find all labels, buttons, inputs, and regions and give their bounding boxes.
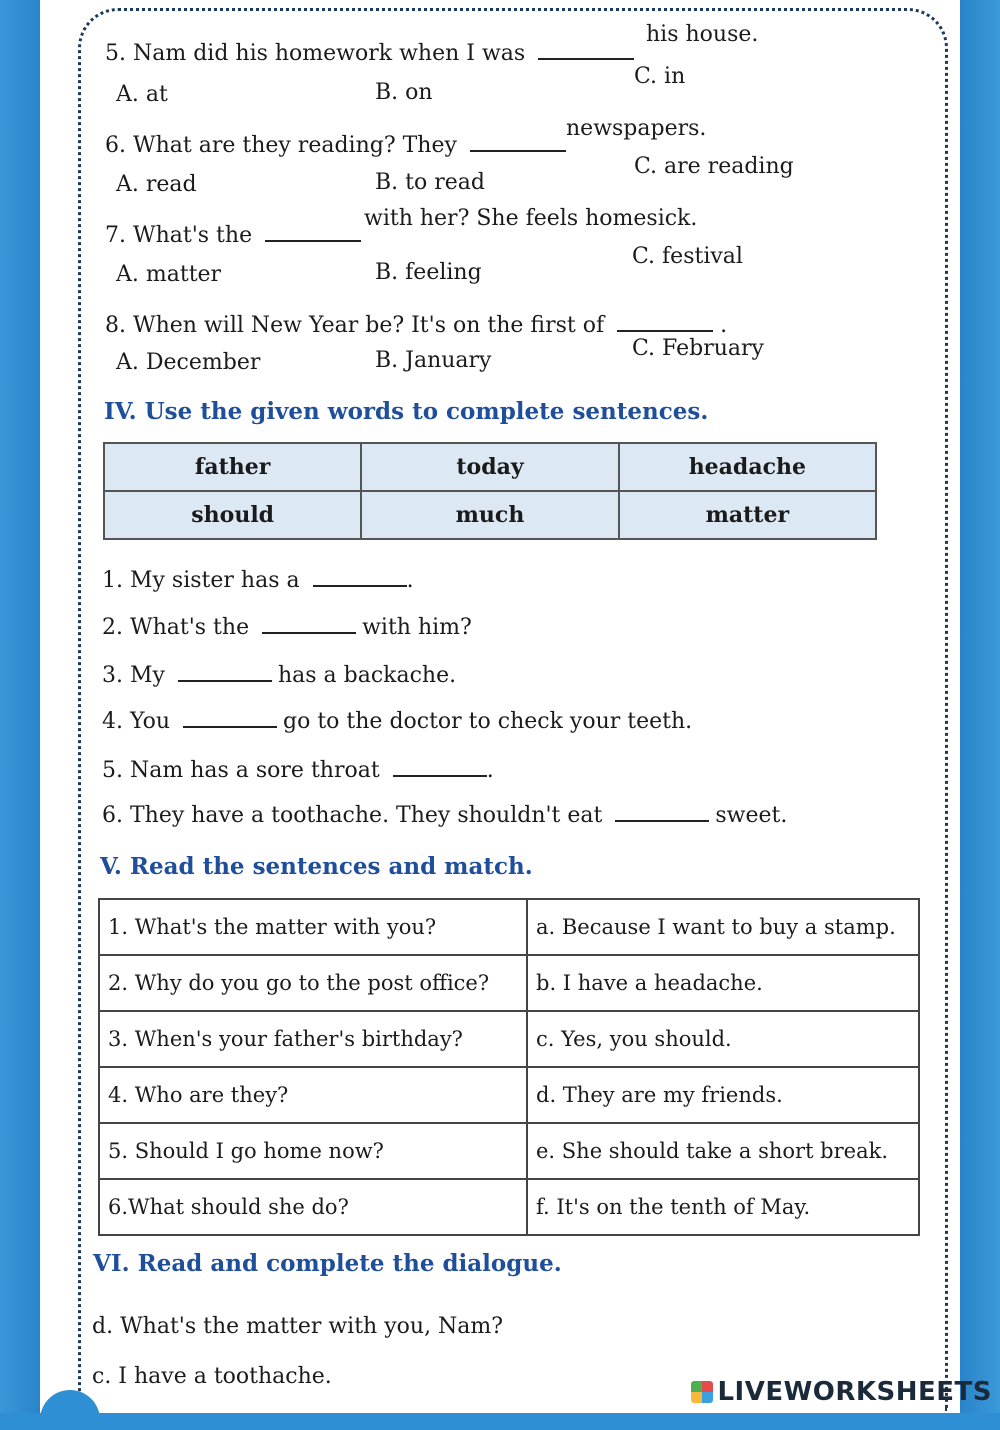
- match-question[interactable]: 2. Why do you go to the post office?: [99, 955, 527, 1011]
- match-question[interactable]: 4. Who are they?: [99, 1067, 527, 1123]
- question-6-option-c[interactable]: C. are reading: [634, 154, 794, 179]
- question-5-option-a[interactable]: A. at: [116, 82, 168, 107]
- question-7-blank[interactable]: [265, 220, 361, 242]
- word-bank-cell: should: [104, 491, 361, 539]
- fill-sentence-5: [102, 755, 494, 783]
- liveworksheets-watermark: [691, 1377, 992, 1407]
- question-5-stem: [105, 38, 634, 66]
- watermark-text: LIVEWORKSHEETS: [717, 1377, 992, 1407]
- question-7-stem: [105, 220, 361, 248]
- word-bank-cell: much: [361, 491, 618, 539]
- match-answer[interactable]: b. I have a headache.: [527, 955, 919, 1011]
- fill-sentence-3-end: has a backache.: [277, 663, 457, 688]
- match-row: [99, 1011, 919, 1067]
- fill-sentence-5-blank[interactable]: [393, 755, 487, 777]
- match-question[interactable]: 1. What's the matter with you?: [99, 899, 527, 955]
- match-answer[interactable]: c. Yes, you should.: [527, 1011, 919, 1067]
- match-question[interactable]: 6.What should she do?: [99, 1179, 527, 1235]
- word-bank-cell: father: [104, 443, 361, 491]
- fill-sentence-2: [102, 612, 472, 640]
- match-question[interactable]: 5. Should I go home now?: [99, 1123, 527, 1179]
- question-8-blank[interactable]: [617, 310, 713, 332]
- match-row: [99, 955, 919, 1011]
- word-bank-table: [103, 442, 877, 540]
- match-answer[interactable]: d. They are my friends.: [527, 1067, 919, 1123]
- match-row: [99, 1179, 919, 1235]
- dialogue-line-1: d. What's the matter with you, Nam?: [92, 1314, 504, 1339]
- fill-sentence-6-blank[interactable]: [615, 800, 709, 822]
- question-6-option-a[interactable]: A. read: [116, 172, 197, 197]
- fill-sentence-4: [102, 706, 692, 734]
- fill-sentence-1: [102, 565, 414, 593]
- fill-sentence-1-end: .: [406, 568, 414, 593]
- match-answer[interactable]: e. She should take a short break.: [527, 1123, 919, 1179]
- word-bank-cell: headache: [619, 443, 876, 491]
- fill-sentence-2-start: 2. What's the: [102, 615, 250, 640]
- question-8-option-c[interactable]: C. February: [632, 336, 764, 361]
- word-bank-row: [104, 443, 876, 491]
- match-table: [98, 898, 920, 1236]
- fill-sentence-6-start: 6. They have a toothache. They shouldn't eat: [102, 803, 603, 828]
- question-6-stem-start: 6. What are they reading? They: [105, 133, 457, 158]
- dialogue-line-2: c. I have a toothache.: [92, 1364, 332, 1389]
- fill-sentence-3-start: 3. My: [102, 663, 165, 688]
- fill-sentence-3: [102, 660, 456, 688]
- word-bank-cell: today: [361, 443, 618, 491]
- question-6-stem: [105, 130, 566, 158]
- match-answer[interactable]: a. Because I want to buy a stamp.: [527, 899, 919, 955]
- right-page-edge: [960, 0, 1000, 1413]
- section-4-heading: IV. Use the given words to complete sentences.: [104, 398, 709, 425]
- fill-sentence-5-start: 5. Nam has a sore throat: [102, 758, 380, 783]
- match-row: [99, 899, 919, 955]
- match-question[interactable]: 3. When's your father's birthday?: [99, 1011, 527, 1067]
- question-7-option-b[interactable]: B. feeling: [375, 260, 482, 285]
- question-7-stem-start: 7. What's the: [105, 223, 253, 248]
- fill-sentence-4-start: 4. You: [102, 709, 171, 734]
- question-6-blank[interactable]: [470, 130, 566, 152]
- word-bank-row: [104, 491, 876, 539]
- section-5-heading: V. Read the sentences and match.: [100, 853, 533, 880]
- question-8-stem-end: .: [720, 313, 728, 338]
- fill-sentence-5-end: .: [486, 758, 494, 783]
- fill-sentence-4-end: go to the doctor to check your teeth.: [283, 709, 693, 734]
- question-5-blank[interactable]: [538, 38, 634, 60]
- question-8-option-b[interactable]: B. January: [375, 348, 492, 373]
- worksheet-page: [40, 0, 960, 1413]
- question-5-stem-end: his house.: [646, 22, 759, 47]
- fill-sentence-2-blank[interactable]: [262, 612, 356, 634]
- match-answer[interactable]: f. It's on the tenth of May.: [527, 1179, 919, 1235]
- match-row: [99, 1067, 919, 1123]
- word-bank-cell: matter: [619, 491, 876, 539]
- fill-sentence-6-end: sweet.: [715, 803, 788, 828]
- fill-sentence-1-start: 1. My sister has a: [102, 568, 300, 593]
- fill-sentence-4-blank[interactable]: [183, 706, 277, 728]
- fill-sentence-6: [102, 800, 787, 828]
- fill-sentence-1-blank[interactable]: [313, 565, 407, 587]
- question-5-stem-start: 5. Nam did his homework when I was: [105, 41, 526, 66]
- question-8-stem-start: 8. When will New Year be? It's on the first of: [105, 313, 605, 338]
- question-7-stem-end: with her? She feels homesick.: [364, 206, 698, 231]
- left-page-edge: [0, 0, 40, 1413]
- fill-sentence-2-end: with him?: [362, 615, 472, 640]
- question-6-option-b[interactable]: B. to read: [375, 170, 485, 195]
- liveworksheets-logo-icon: [691, 1381, 713, 1403]
- question-7-option-a[interactable]: A. matter: [116, 262, 222, 287]
- fill-sentence-3-blank[interactable]: [178, 660, 272, 682]
- question-8-stem: [105, 310, 727, 338]
- question-7-option-c[interactable]: C. festival: [632, 244, 743, 269]
- question-6-stem-end: newspapers.: [566, 116, 707, 141]
- question-8-option-a[interactable]: A. December: [116, 350, 261, 375]
- match-row: [99, 1123, 919, 1179]
- section-6-heading: VI. Read and complete the dialogue.: [93, 1250, 562, 1277]
- question-5-option-c[interactable]: C. in: [634, 64, 686, 89]
- question-5-option-b[interactable]: B. on: [375, 80, 433, 105]
